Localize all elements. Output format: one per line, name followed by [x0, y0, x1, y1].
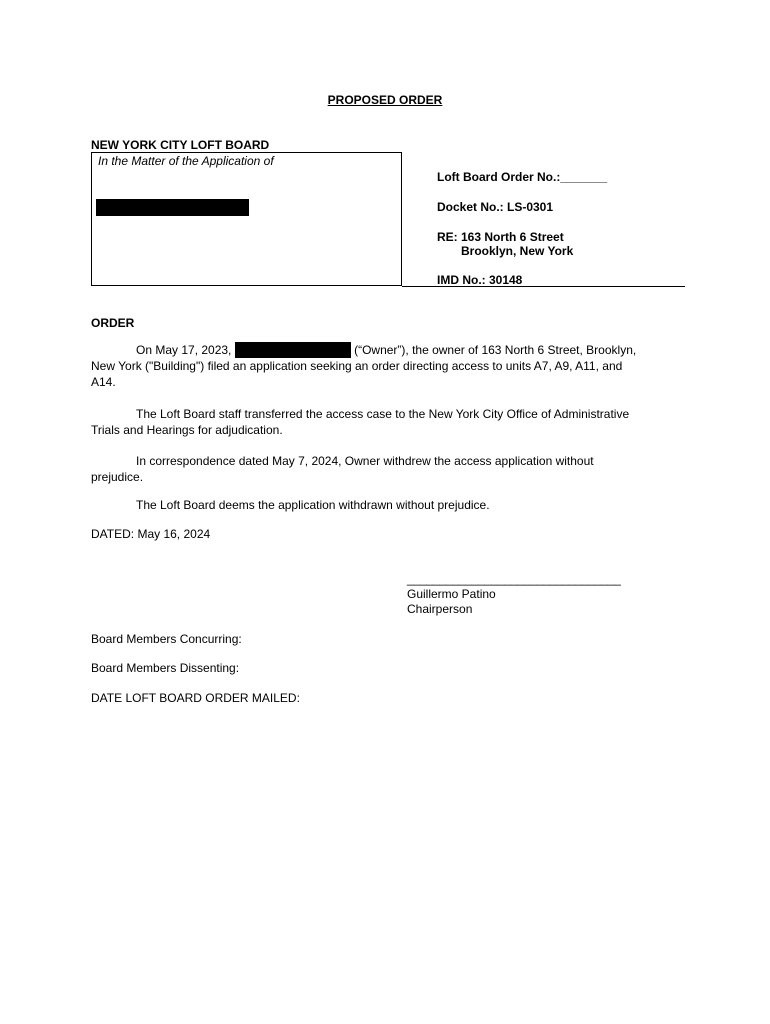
loft-board-order-no: Loft Board Order No.:_______	[437, 170, 608, 184]
re-address-line2: Brooklyn, New York	[461, 244, 574, 258]
redacted-owner-name	[235, 342, 351, 358]
p4-text: The Loft Board deems the application withdrawn without prejudice.	[136, 498, 490, 512]
board-members-dissenting: Board Members Dissenting:	[91, 661, 240, 675]
order-paragraph-1	[91, 342, 663, 390]
matter-label: In the Matter of the Application of	[98, 154, 274, 168]
board-members-concurring: Board Members Concurring:	[91, 632, 242, 646]
redacted-applicant-name	[96, 199, 249, 216]
date-order-mailed: DATE LOFT BOARD ORDER MAILED:	[91, 691, 300, 705]
order-paragraph-2	[91, 406, 663, 438]
p3-line1: In correspondence dated May 7, 2024, Owner withdrew the access application without	[136, 454, 594, 468]
dated-line: DATED: May 16, 2024	[91, 527, 211, 541]
order-paragraph-3	[91, 453, 663, 485]
signature-line: _________________________________	[407, 572, 621, 586]
p2-line2: Trials and Hearings for adjudication.	[91, 423, 283, 437]
signatory-title: Chairperson	[407, 602, 473, 616]
signatory-name: Guillermo Patino	[407, 587, 496, 601]
p3-line2: prejudice.	[91, 470, 144, 484]
p1-line1-rest: (“Owner”), the owner of 163 North 6 Street, Brooklyn,	[354, 343, 637, 357]
order-heading: ORDER	[91, 316, 135, 330]
p1-line2: New York ("Building") filed an application seeking an order directing access to units A7, A9, A11, and	[91, 359, 623, 373]
board-name: NEW YORK CITY LOFT BOARD	[91, 138, 270, 152]
order-paragraph-4	[91, 497, 663, 513]
re-address-line1: RE: 163 North 6 Street	[437, 230, 564, 244]
imd-no: IMD No.: 30148	[437, 273, 523, 287]
caption-box	[91, 152, 402, 286]
docket-no: Docket No.: LS-0301	[437, 200, 554, 214]
p1-start: On May 17, 2023,	[136, 343, 232, 357]
caption-divider-line	[402, 286, 685, 287]
p1-line3: A14.	[91, 375, 116, 389]
p2-line1: The Loft Board staff transferred the access case to the New York City Office of Administrative	[136, 407, 630, 421]
document-title: PROPOSED ORDER	[327, 93, 443, 107]
